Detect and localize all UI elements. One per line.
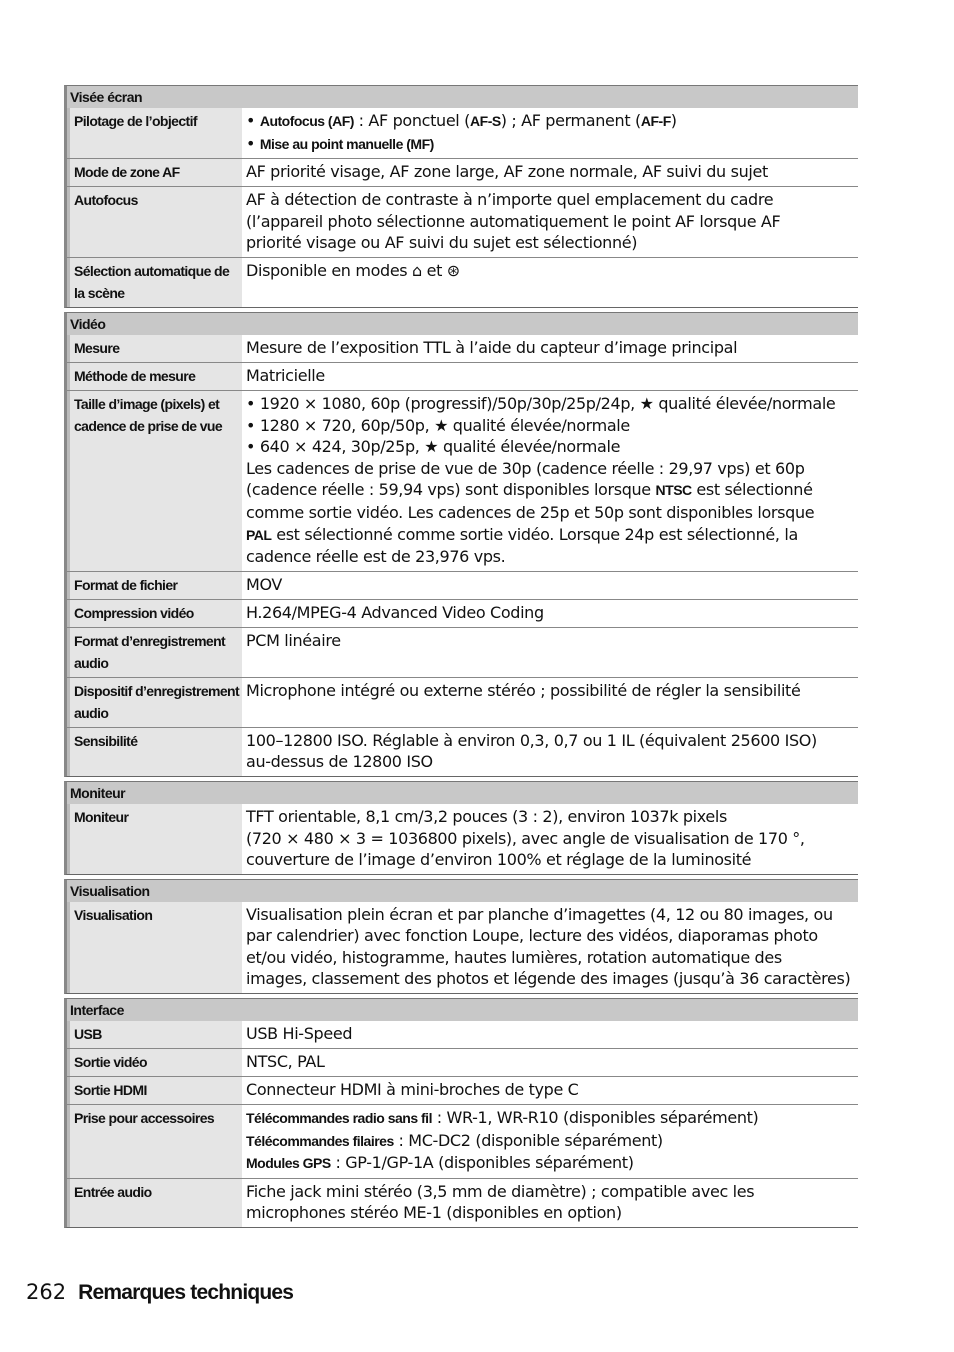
spec-label: Dispositif d’enregistrement audio <box>67 678 242 727</box>
spec-row <box>67 571 858 599</box>
spec-row <box>67 599 858 627</box>
spec-value-text: • <box>246 133 260 153</box>
spec-value-text: est sélectionné comme sortie vidéo. Les cadences de 25p et 50p sont disponibles lorsque <box>246 480 815 522</box>
spec-label: Sortie vidéo <box>67 1049 242 1076</box>
spec-value <box>242 1179 858 1227</box>
spec-value-bold: PAL <box>246 526 272 543</box>
spec-value <box>242 728 858 776</box>
spec-value-bold: Télécommandes radio sans fil <box>246 1110 432 1127</box>
spec-label: Moniteur <box>67 804 242 874</box>
spec-value <box>242 187 858 257</box>
page-footer <box>26 1280 293 1305</box>
section-title: Vidéo <box>64 312 858 335</box>
spec-label: Visualisation <box>67 902 242 993</box>
spec-value-text: : AF ponctuel ( <box>353 111 471 130</box>
spec-row <box>67 1021 858 1048</box>
spec-value-text: USB Hi-Speed <box>246 1024 353 1044</box>
spec-row <box>67 158 858 186</box>
spec-label: Mode de zone AF <box>67 159 242 186</box>
spec-value-line <box>246 436 858 458</box>
spec-value <box>242 804 858 874</box>
section-title: Interface <box>64 998 858 1021</box>
spec-value-line <box>246 161 858 183</box>
spec-label: Format de fichier <box>67 572 242 599</box>
spec-label: Sortie HDMI <box>67 1077 242 1104</box>
spec-value-text: H.264/MPEG-4 Advanced Video Coding <box>246 602 544 622</box>
spec-row <box>67 186 858 257</box>
spec-label: Entrée audio <box>67 1179 242 1227</box>
spec-value-text: AF priorité visage, AF zone large, AF zone normale, AF suivi du sujet <box>246 162 768 182</box>
spec-value-bold: AF-F <box>640 113 671 129</box>
spec-label: Mesure <box>67 335 242 362</box>
spec-value-line <box>246 1079 858 1101</box>
spec-value <box>242 258 858 307</box>
section-title: Visualisation <box>64 879 858 902</box>
spec-row <box>67 902 858 993</box>
page-number: 262 <box>26 1280 67 1304</box>
spec-value-text: : GP-1/GP-1A (disponibles séparément) <box>330 1153 634 1173</box>
spec-value-bold: Mise au point manuelle (MF) <box>259 135 434 152</box>
spec-value-line <box>246 458 858 568</box>
spec-value-line <box>246 1152 858 1175</box>
spec-value-text: MOV <box>246 574 283 594</box>
spec-value-text: • 1920 × 1080, 60p (progressif)/50p/30p/25p/24p, ★ qualité élevée/normale <box>246 393 836 413</box>
spec-row <box>67 108 858 158</box>
spec-value-line <box>246 806 858 871</box>
spec-value-text: Connecteur HDMI à mini-broches de type C <box>246 1080 579 1100</box>
spec-row <box>67 1104 858 1178</box>
spec-value-bold: Télécommandes filaires <box>246 1132 394 1149</box>
spec-value-line <box>246 1107 858 1130</box>
section-rows <box>64 902 858 994</box>
spec-value <box>242 1105 858 1178</box>
spec-value-text: Fiche jack mini stéréo (3,5 mm de diamètre) ; compatible avec les microphones stéréo ME-1 (disponibles en option) <box>246 1181 755 1223</box>
spec-label: Prise pour accessoires <box>67 1105 242 1178</box>
spec-value <box>242 1049 858 1076</box>
spec-label: Méthode de mesure <box>67 363 242 390</box>
spec-value <box>242 600 858 627</box>
section-rows <box>64 335 858 777</box>
spec-value-text: Visualisation plein écran et par planche d’imagettes (4, 12 ou 80 images, ou par calendrier) avec fonction Loupe, lecture des vidéos, diaporamas photo et/ou vidéo, histogramme, hautes lumières, rotation automatique des images, classement des photos et légende des images (jusqu’à 36 caractères) <box>246 904 851 989</box>
spec-value <box>242 1077 858 1104</box>
spec-value-text: • 1280 × 720, 60p/50p, ★ qualité élevée/normale <box>246 415 630 435</box>
spec-label: Sélection automatique de la scène <box>67 258 242 307</box>
spec-value-text: : MC-DC2 (disponible séparément) <box>393 1130 663 1150</box>
spec-value <box>242 335 858 362</box>
spec-value-line <box>246 680 858 702</box>
spec-value-line <box>246 1023 858 1045</box>
spec-value <box>242 363 858 390</box>
spec-value-line <box>246 110 858 133</box>
spec-value-line <box>246 189 858 254</box>
spec-value-text: PCM linéaire <box>246 630 341 650</box>
spec-value-line <box>246 1051 858 1073</box>
section-title: Visée écran <box>64 85 858 108</box>
spec-row <box>67 1048 858 1076</box>
spec-value <box>242 1021 858 1048</box>
spec-value-line <box>246 260 858 282</box>
spec-label: Pilotage de l’objectif <box>67 108 242 158</box>
spec-value-line <box>246 337 858 359</box>
spec-value-line <box>246 602 858 624</box>
section-rows <box>64 804 858 875</box>
section-rows <box>64 1021 858 1228</box>
spec-row <box>67 335 858 362</box>
spec-table <box>64 85 858 1232</box>
spec-value-bold: NTSC <box>655 482 692 499</box>
spec-value-text: : WR-1, WR-R10 (disponibles séparément) <box>431 1108 759 1128</box>
spec-value-line <box>246 1181 858 1224</box>
spec-value-text: AF à détection de contraste à n’importe quel emplacement du cadre (l’appareil photo sélectionne automatiquement le point AF lorsque AF priorité visage ou AF suivi du sujet est sélectionné) <box>246 190 781 253</box>
spec-value-text: ) ; AF permanent ( <box>500 111 641 130</box>
spec-value-bold: Modules GPS <box>246 1155 331 1172</box>
spec-value-line <box>246 574 858 596</box>
spec-value-line <box>246 415 858 437</box>
spec-value-line <box>246 393 858 415</box>
spec-row <box>67 727 858 776</box>
spec-value-line <box>246 133 858 156</box>
spec-label: Taille d’image (pixels) et cadence de prise de vue <box>67 391 242 571</box>
spec-row <box>67 390 858 571</box>
spec-value-bold: AF-S <box>470 113 501 129</box>
spec-label: Sensibilité <box>67 728 242 776</box>
spec-value-text: • 640 × 424, 30p/25p, ★ qualité élevée/normale <box>246 437 621 457</box>
spec-label: Compression vidéo <box>67 600 242 627</box>
spec-row <box>67 1178 858 1227</box>
spec-value-line <box>246 1130 858 1153</box>
spec-value-bold: Autofocus (AF) <box>259 113 354 129</box>
spec-value-text: Disponible en modes ⌂ et ⊛ <box>246 260 460 280</box>
spec-value <box>242 902 858 993</box>
spec-value-text: Mesure de l’exposition TTL à l’aide du capteur d’image principal <box>246 337 738 357</box>
spec-value-text: • <box>246 111 260 130</box>
spec-row <box>67 804 858 874</box>
spec-value-text: est sélectionné comme sortie vidéo. Lorsque 24p est sélectionné, la cadence réelle est de 23,976 vps. <box>246 524 798 567</box>
spec-value-text: NTSC, PAL <box>246 1052 325 1072</box>
spec-value-text: Matricielle <box>246 365 325 385</box>
spec-value-text: TFT orientable, 8,1 cm/3,2 pouces (3 : 2), environ 1037k pixels (720 × 480 × 3 = 1036800 pixels), avec angle de visualisation de 170 °, couverture de l’image d’environ 100% et réglage de la luminosité <box>246 806 805 870</box>
spec-label: Autofocus <box>67 187 242 257</box>
section-title: Moniteur <box>64 781 858 804</box>
spec-row <box>67 362 858 390</box>
spec-value-line <box>246 365 858 387</box>
spec-value <box>242 572 858 599</box>
spec-row <box>67 257 858 307</box>
spec-value <box>242 628 858 677</box>
spec-value-line <box>246 730 858 773</box>
spec-value <box>242 678 858 727</box>
spec-value-text: ) <box>670 111 677 130</box>
spec-value <box>242 108 858 158</box>
spec-value-line <box>246 904 858 990</box>
footer-title: Remarques techniques <box>78 1281 294 1304</box>
spec-row <box>67 1076 858 1104</box>
spec-value-text: 100–12800 ISO. Réglable à environ 0,3, 0,7 ou 1 IL (équivalent 25600 ISO) au-dessus de 12800 ISO <box>246 730 817 772</box>
spec-value-text: Les cadences de prise de vue de 30p (cadence réelle : 29,97 vps) et 60p (cadence réelle : 59,94 vps) sont disponibles lorsque <box>246 458 805 500</box>
spec-row <box>67 627 858 677</box>
spec-value-text: Microphone intégré ou externe stéréo ; possibilité de régler la sensibilité <box>246 680 801 700</box>
section-rows <box>64 108 858 308</box>
spec-value-line <box>246 630 858 652</box>
spec-label: USB <box>67 1021 242 1048</box>
spec-label: Format d’enregistrement audio <box>67 628 242 677</box>
spec-row <box>67 677 858 727</box>
spec-value <box>242 391 858 571</box>
spec-value <box>242 159 858 186</box>
